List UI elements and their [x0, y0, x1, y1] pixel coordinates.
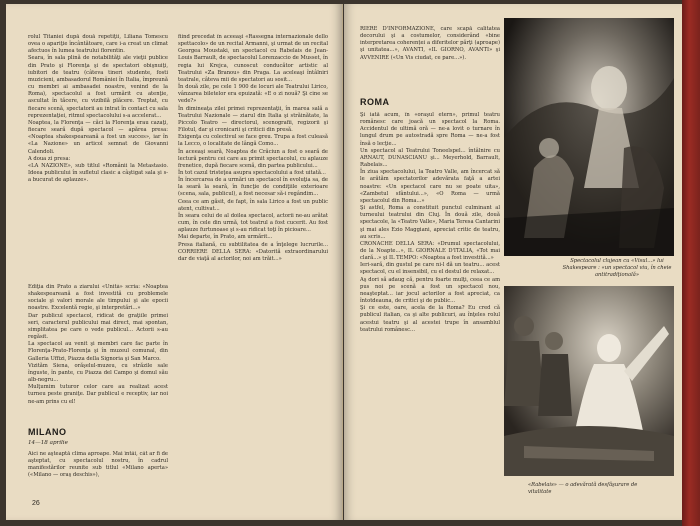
- rabelais-photo-illustration: [504, 286, 674, 476]
- dateline-milano: 14—18 aprilie: [28, 440, 68, 446]
- stage-photo-illustration: [504, 18, 674, 256]
- caption-top-photo: Spectacolul clujean cu «Visul...» lui Shakespeare : «un spectacol viu, în cheie antitradiţională»: [562, 258, 672, 278]
- page-number: 26: [32, 500, 40, 507]
- left-col2-text: fiind precedat în aceeaşi «Rassegna internazionale dello spettacolo» de un recital Armanni, şi urmat de un recital Georgea Moustaki, un spectacol cu Rabelais de Jean-Louis Barrault, de spectacolul Lorenzaccio de Musset, în regia lui Krejca, cunoscut conducător artistic al Teatrului «Za Branou» din Praga. La aceleaşi întâlniri teatrale, câteva mii de spectatori au sosit... În două zile, pe cele 1 900 de locuri ale Teatrului Lirico, vânzarea biletelor era epuizată: «E o zi nouă? Şi cine se vede?» În dimineaţa zilei primei reprezentaţii, în marea sală a Teatrului Nazionale — ziarul din Italia şi străinătate, la Piccolo Teatro — directorul, scenografii, regizorii şi Filotul, dar şi cronicarii şi criticii din presă. Exigenţa cu colectivul se face greu. Trupa a fost culeasă la Lecco, o localitate de lângă Como... În aceeaşi seară, Noaptea de Crăciun a fost o seară de lectură pentru cei care au primit spectacolul, cu aplauze frenetice, după fiecare scenă, din partea publicului... În tot cazul tristeţea asupra spectacolului a fost uitată... În încercarea de a urmări un spectacol în evoluţia sa, de la seară la seară, în funcţie de condiţiile exterioare (scena, sala, publicul), a fost necesar să-i regândim... Ceea ce am găsit, de fapt, în sala Lirico a fost un public atent, cultivat... În seara celui de al doilea spectacol, actorii ne-au arătat cum, în cele din urmă, tot teatrul a fost cucerit. Au fost aplauze furtunoase şi s-au ridicat toţi în picioare... Mai departe, în Prato, am urmărit... Presa italiană, cu subtilitatea de a înţelege lucrurile... CORRIERE DELLA SERA: «Datorită extraordinarului dar de viaţă al actorilor, noi am trăit...»: [178, 34, 328, 262]
- left-col1-final-text: Aici ne aşteaptă clima aproape. Mai întâi, cât ar fi de aşteptat, cu spectacolul nostru, în cadrul manifestărilor reunite sub titlul «Milano aperta» («Milano — oraş deschis»),: [28, 451, 168, 479]
- left-col1-bottom-text: Ediţia din Prato a ziarului «Unità» scria: «Noaptea shakespeareană a fost investită cu problemele sociale şi valori morale ale timpului şi ale epocii noastre. Excelentă regie, şi interpretări...» Dar publicul spectacol, ridicat de graţiile primei seri, caracterul publicului mai direct, mai spontan, simplitatea pe care o vede publicul... Actorii s-au regăsit. La spectacol au venit şi membri care fac parte în Florenţa-Prato-Florenţa şi în muzeul comunal, din Galleria Uffizi, Piazza della Signoria şi San Marco. Vizităm Siena, orăşelul-muzeu, cu străzile sale înguste, în pante, cu Piazza del Campo şi domul său alb-negru... Mulţumim tuturor celor care au realizat acest turneu peste graniţe. Dar publicul e receptiv, iar noi ne-am prins cu el!: [28, 284, 168, 405]
- right-col1-body-text: Şi iată acum, în «oraşul etern», primul teatru românesc care joacă un spectacol la Roma. Accidentul de ultimă oră — ne-a lovit o turnare în lungul drum pe autostradă spre Roma — ne-a fost însă o lecţie... Un spectacol al Teatrului Toneelspel... întâlnire cu ARNAUT, DUNASCIANU şi... Meyerhold, Barrault, Rabelais... În ziua spectacolului, la Teatro Valle, am încercat să le arătăm spectatorilor adevărata faţă a artei noastre: «Un spectacol care nu se poate uita», «Zambetul sfântului...», «O Roma — urmă spectacolul din Roma...» Şi astfel, Roma a constituit punctul culminant al turneului teatrului din Cluj. În două zile, două spectacole, la «Teatro Valle», Maria Teresa Cantarini şi mai ales Ezio Maggiani, apreciat critic de teatru, au scris... CRONACHE DELLA SERA: «Drumul spectacolului, de la Noapte...», IL GIORNALE D'ITALIA, «Tot mai clară...» şi IL TEMPO: «Noaptea a fost investită...» Ieri-sară, din gustul pe care ni-l dă un teatru... acest spectacol, cu el insensibil, cu el destul de relaxat... Aş dori să adaug că, pentru foarte mulţi, ceea ce am pus noi pe scenă a fost un spectacol nou, neaşteptat... iar jocul actorilor a fost apreciat, ca întotdeauna, de critici şi de public... Şi ce este, oare, acela de la Roma? Eu cred că publicul italian, ca şi alte publicuri, au înţeles rolul acestui teatru şi al acestei trupe în ansamblul teatrului românesc...: [360, 112, 500, 333]
- left-col1-top-text: rolul Titaniei după două repetiţii, Liliana Tomescu ovea o apariţie încântătoare, care i-a creat un climat afectuos în lumea teatrului florentin. Seara, în sala plină de notabilităţi ale vieţii publice din Prato şi Florenţa şi de spectatori obişnuiţi, iubitori de teatru (câteva tineri studente, fosti muzicieni, ambasadorul României în Italia, împreună cu membri ai ambasadei noastre, venind de la Roma), spectacolul a fost urmărit cu atenţie, ascultat în tăcere, cu vizibilă plăcere. Treptat, cu fiecare scenă, spectatorii au intrat în contact cu sala reprezentaţiei, ritmul spectacolului s-a accelerat... Noaptea, la Florenţa — căci la Florenţa erau cazaţi, fiecare seară după spectacol — apărea presa: «Noaptea shakespeareană a fost un succes», iar în «La Nazione» un articol semnat de Giovanni Calendoli. A doua zi presa: «LA NAZIONE», sub titlul «Românii la Metastasio. Ideea publicului în sufletul clasic a câştigat sala şi s-a bucurat de aplauze».: [28, 34, 168, 184]
- caption-bottom-photo: «Rabelais» — o adevărată desfăşurare de vitalitate: [528, 482, 638, 495]
- photo-visul-production: [504, 18, 674, 256]
- book-edge: [682, 0, 700, 526]
- right-page: [344, 4, 682, 520]
- section-heading-roma: ROMA: [360, 97, 390, 107]
- photo-rabelais-production: [504, 286, 674, 476]
- section-heading-milano: MILANO: [28, 427, 67, 437]
- right-col1-top-text: RIERE D'INFORMAZIONE, care scapă calitatea decorului şi a costumelor, considerând «bine interpretarea coherenței a diferitelor părţi (aproape) şi unitatea...», AVANTI, «IL GIORNO, AVANTI» şi AVVENIRE («Un Vis ciudat, ce pare...»).: [360, 26, 500, 61]
- left-page: [6, 4, 343, 520]
